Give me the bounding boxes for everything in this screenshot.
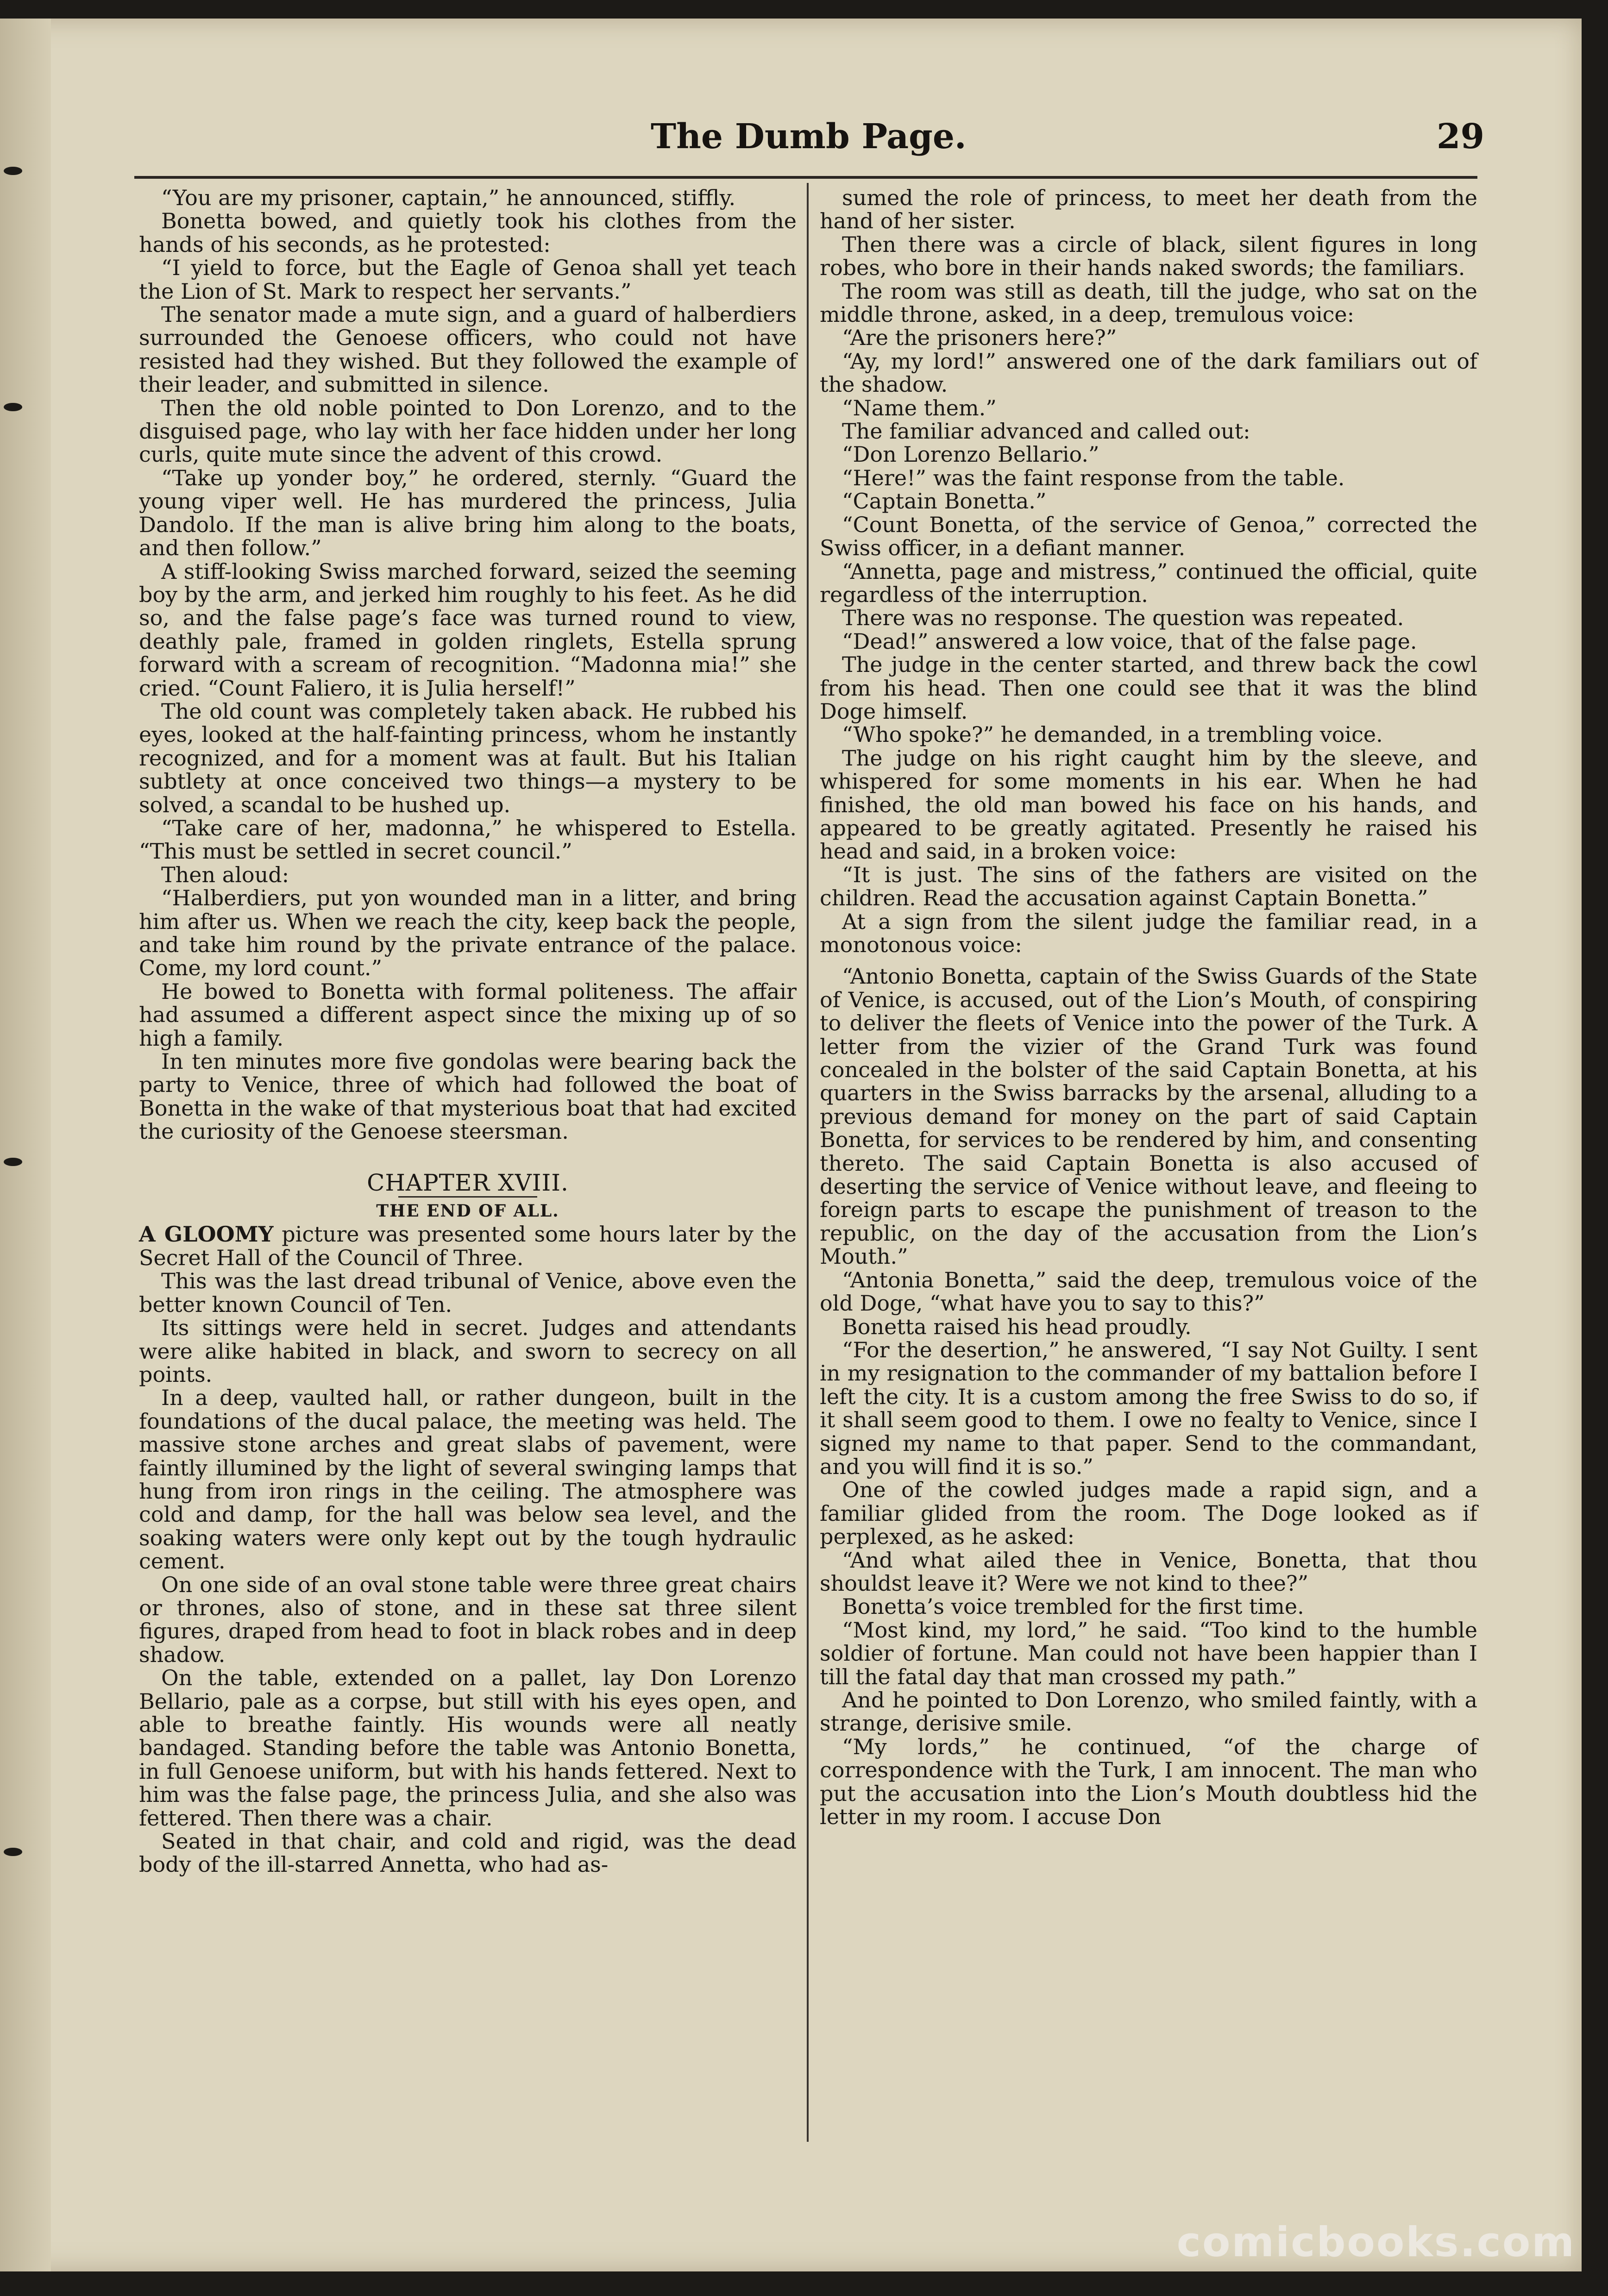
paragraph: Then there was a circle of black, silent figures in long robes, who bore in their hands naked swords; the familiars. xyxy=(820,232,1477,281)
paragraph: Bonetta’s voice trembled for the first time. xyxy=(842,1594,1304,1619)
page-number: 29 xyxy=(1437,117,1484,157)
paragraph: “Antonia Bonetta,” said the deep, tremulous voice of the old Doge, “what have you to say to this?” xyxy=(820,1267,1477,1316)
header-rule xyxy=(134,176,1477,179)
paragraph: Its sittings were held in secret. Judges and attendants were alike habited in black, and sworn to secrecy on all points. xyxy=(139,1315,797,1387)
paragraph: “Name them.” xyxy=(842,395,997,420)
paragraph: This was the last dread tribunal of Venice, above even the better known Council of Ten. xyxy=(139,1268,797,1317)
left-column xyxy=(139,186,797,1876)
paragraph: One of the cowled judges made a rapid sign, and a familiar glided from the room. The Doge looked as if perplexed, as he asked: xyxy=(820,1477,1477,1549)
paragraph: “My lords,” he continued, “of the charge of correspondence with the Turk, I am innocent. The man who put the accusation into the Lion’s Mouth doubtless hid the letter in my room. I accuse Don xyxy=(820,1734,1477,1830)
paragraph: “Here!” was the faint response from the table. xyxy=(842,465,1345,490)
paragraph: “Who spoke?” he demanded, in a trembling voice. xyxy=(842,722,1383,747)
paragraph: The old count was completely taken aback. He rubbed his eyes, looked at the half-fainting princess, whom he instantly recognized, and for a moment was at fault. But his Italian subtlety at once conceived two things—a mystery to be solved, a scandal to be hushed up. xyxy=(139,698,797,817)
binding-hole xyxy=(4,1158,22,1166)
paragraph: “Are the prisoners here?” xyxy=(842,325,1117,351)
paragraph: “Halberdiers, put yon wounded man in a litter, and bring him after us. When we reach the city, keep back the people, and take him round by the private entrance of the palace. Come, my lord count.” xyxy=(139,885,797,981)
chapter-lead-paragraph xyxy=(139,1223,797,1269)
paragraph: “Captain Bonetta.” xyxy=(842,489,1047,514)
paragraph: On one side of an oval stone table were three great chairs or thrones, also of stone, and in these sat three silent figures, draped from head to foot in black robes and in deep shadow. xyxy=(139,1572,797,1667)
right-paragraphs xyxy=(820,186,1477,956)
paragraph: “You are my prisoner, captain,” he announced, stiffly. xyxy=(161,185,736,210)
chapter-lead-word: A GLOOMY xyxy=(139,1222,274,1247)
accusation-text: “Antonio Bonetta, captain of the Swiss Guards of the State of Venice, is accused, out of the Lion’s Mouth, of conspiring to deliver the fleets of Venice into the power of the Turk. A letter from the vizier of the Grand Turk was found concealed in the bolster of the said Captain Bonetta, at his quarters in the Swiss barracks by the arsenal, alluding to a previous demand for money on the part of said Captain Bonetta, for services to be rendered by him, and consenting thereto. The said Captain Bonetta is also accused of deserting the service of Venice without leave, and fleeing to foreign parts to escape the punishment of treason to the republic, on the day of the accusation from the Lion’s Mouth.” xyxy=(820,964,1477,1269)
binding-gutter xyxy=(0,19,51,2271)
running-header xyxy=(651,117,1484,168)
paragraph: The judge in the center started, and threw back the cowl from his head. Then one could see that it was the blind Doge himself. xyxy=(820,652,1477,724)
paragraph: Bonetta raised his head proudly. xyxy=(842,1314,1192,1339)
paragraph: In ten minutes more five gondolas were bearing back the party to Venice, three of which had followed the boat of Bonetta in the wake of that mysterious boat that had excited the curiosity of the Genoese steersman. xyxy=(139,1049,797,1144)
paragraph: “Count Bonetta, of the service of Genoa,” corrected the Swiss officer, in a defiant manner. xyxy=(820,512,1477,561)
paragraph: In a deep, vaulted hall, or rather dungeon, built in the foundations of the ducal palace, the meeting was held. The massive stone arches and great slabs of pavement, were faintly illumined by the light of several swinging lamps that hung from iron rings in the ceiling. The atmosphere was cold and damp, for the hall was below sea level, and the soaking waters were only kept out by the tough hydraulic cement. xyxy=(139,1385,797,1574)
paragraph: “Ay, my lord!” answered one of the dark familiars out of the shadow. xyxy=(820,348,1477,397)
left-paragraphs xyxy=(139,186,797,1143)
paragraph: “Don Lorenzo Bellario.” xyxy=(842,442,1099,467)
left-paragraphs-after-chapter xyxy=(139,1269,797,1876)
right-column xyxy=(820,186,1477,1828)
paragraph: “Annetta, page and mistress,” continued the official, quite regardless of the interruption. xyxy=(820,558,1477,607)
paragraph: “Dead!” answered a low voice, that of the false page. xyxy=(842,628,1417,654)
site-watermark: comicbooks.com xyxy=(1176,2218,1576,2266)
paragraph: There was no response. The question was repeated. xyxy=(842,605,1404,631)
paragraph: Then the old noble pointed to Don Lorenzo, and to the disguised page, who lay with her face hidden under her long curls, quite mute since the advent of this crowd. xyxy=(139,395,797,467)
right-paragraphs-after xyxy=(820,1268,1477,1829)
paragraph: And he pointed to Don Lorenzo, who smiled faintly, with a strange, derisive smile. xyxy=(820,1687,1477,1736)
running-title: The Dumb Page. xyxy=(651,117,967,157)
paragraph: “For the desertion,” he answered, “I say Not Guilty. I sent in my resignation to the commander of my battalion before I left the city. It is a custom among the free Swiss to do so, if it shall seem good to them. I owe no fealty to Venice, since I signed my name to that paper. Send to the commandant, and you will find it is so.” xyxy=(820,1337,1477,1479)
binding-hole xyxy=(4,167,22,175)
paragraph: “And what ailed thee in Venice, Bonetta, that thou shouldst leave it? Were we not kind to thee?” xyxy=(820,1547,1477,1596)
paragraph: “Take up yonder boy,” he ordered, sternly. “Guard the young viper well. He has murdered the princess, Julia Dandolo. If the man is alive bring him along to the boats, and then follow.” xyxy=(139,465,797,561)
paragraph: Bonetta bowed, and quietly took his clothes from the hands of his seconds, as he protested: xyxy=(139,208,797,257)
column-divider xyxy=(807,183,809,2142)
chapter-rule xyxy=(398,1196,537,1198)
chapter-lead-text: picture was presented some hours later by the Secret Hall of the Council of Three. xyxy=(139,1222,797,1270)
chapter-subtitle: THE END OF ALL. xyxy=(376,1201,559,1221)
paragraph: Then aloud: xyxy=(161,862,289,887)
paragraph: Seated in that chair, and cold and rigid, was the dead body of the ill-starred Annetta, who had as- xyxy=(139,1829,797,1877)
paragraph: “Take care of her, madonna,” he whispered to Estella. “This must be settled in secret council.” xyxy=(139,815,797,864)
chapter-title: CHAPTER XVIII. xyxy=(367,1169,569,1196)
paragraph: “I yield to force, but the Eagle of Genoa shall yet teach the Lion of St. Mark to respect her servants.” xyxy=(139,255,797,304)
paragraph: The room was still as death, till the judge, who sat on the middle throne, asked, in a deep, tremulous voice: xyxy=(820,278,1477,327)
paragraph: He bowed to Bonetta with formal politeness. The affair had assumed a different aspect since the mixing up of so high a family. xyxy=(139,979,797,1051)
binding-hole xyxy=(4,403,22,411)
paragraph: sumed the role of princess, to meet her death from the hand of her sister. xyxy=(820,185,1477,234)
paragraph: “Most kind, my lord,” he said. “Too kind to the humble soldier of fortune. Man could not have been happier than I till the fatal day that man crossed my path.” xyxy=(820,1617,1477,1689)
binding-hole xyxy=(4,1848,22,1856)
paragraph: A stiff-looking Swiss marched forward, seized the seeming boy by the arm, and jerked him roughly to his feet. As he did so, and the false page’s face was turned round to view, deathly pale, framed in golden ringlets, Estella sprung forward with a scream of recognition. “Madonna mia!” she cried. “Count Faliero, it is Julia herself!” xyxy=(139,558,797,701)
paragraph: On the table, extended on a pallet, lay Don Lorenzo Bellario, pale as a corpse, but still with his eyes open, and able to breathe faintly. His wounds were all neatly bandaged. Standing before the table was Antonio Bonetta, in full Genoese uniform, but with his hands fettered. Next to him was the false page, the princess Julia, and she also was fettered. Then there was a chair. xyxy=(139,1665,797,1831)
paragraph: At a sign from the silent judge the familiar read, in a monotonous voice: xyxy=(820,909,1477,957)
paragraph: The familiar advanced and called out: xyxy=(842,419,1250,444)
paragraph: “It is just. The sins of the fathers are visited on the children. Read the accusation against Captain Bonetta.” xyxy=(820,862,1477,911)
paragraph: The judge on his right caught him by the sleeve, and whispered for some moments in his ear. When he had finished, the old man bowed his face on his hands, and appeared to be greatly agitated. Presently he raised his head and said, in a broken voice: xyxy=(820,745,1477,864)
paragraph: The senator made a mute sign, and a guard of halberdiers surrounded the Genoese officers, who could not have resisted had they wished. But they followed the example of their leader, and submitted in silence. xyxy=(139,302,797,397)
